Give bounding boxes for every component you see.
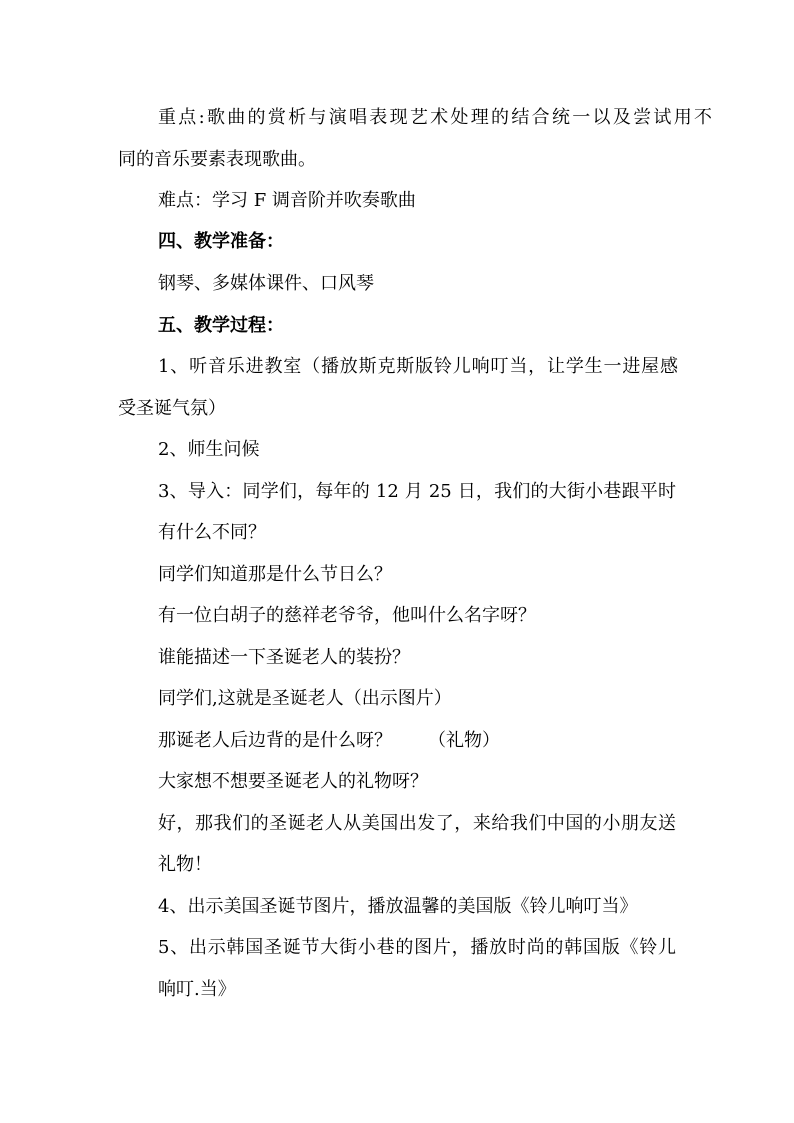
step-5-line-2: 响叮.当》	[158, 979, 236, 1000]
key-points-line-2: 同的音乐要素表现歌曲。	[118, 149, 316, 170]
question-1: 同学们知道那是什么节日么？	[158, 564, 392, 585]
materials-line: 钢琴、多媒体课件、口风琴	[158, 273, 374, 294]
step-3-line-1: 3、导入：同学们，每年的 12 月 25 日，我们的大街小巷跟平时	[158, 481, 676, 502]
section-4-heading: 四、教学准备：	[158, 231, 284, 252]
question-3: 谁能描述一下圣诞老人的装扮？	[158, 647, 410, 668]
step-1-line-2: 受圣诞气氛）	[118, 398, 226, 419]
question-6: 大家想不想要圣诞老人的礼物呀？	[158, 771, 428, 792]
step-1-line-1: 1、听音乐进教室（播放斯克斯版铃儿响叮当，让学生一进屋感	[158, 356, 678, 377]
question-7-line-2: 礼物！	[158, 854, 212, 875]
key-points-line-1: 重点:歌曲的赏析与演唱表现艺术处理的结合统一以及尝试用不	[158, 107, 712, 128]
question-7-line-1: 好，那我们的圣诞老人从美国出发了，来给我们中国的小朋友送	[158, 813, 676, 834]
step-5-line-1: 5、出示韩国圣诞节大街小巷的图片，播放时尚的韩国版《铃儿	[158, 937, 676, 958]
section-5-heading: 五、教学过程：	[158, 315, 284, 336]
question-4: 同学们,这就是圣诞老人（出示图片）	[158, 688, 452, 709]
step-3-line-2: 有什么不同？	[158, 522, 266, 543]
question-5-answer: （礼物）	[428, 730, 500, 751]
question-5: 那诞老人后边背的是什么呀？	[158, 730, 392, 751]
step-4-line: 4、出示美国圣诞节图片，播放温馨的美国版《铃儿响叮当》	[158, 896, 638, 917]
step-2-line: 2、师生问候	[158, 439, 260, 460]
difficulty-line: 难点：学习 F 调音阶并吹奏歌曲	[158, 190, 416, 211]
question-2: 有一位白胡子的慈祥老爷爷，他叫什么名字呀？	[158, 605, 536, 626]
